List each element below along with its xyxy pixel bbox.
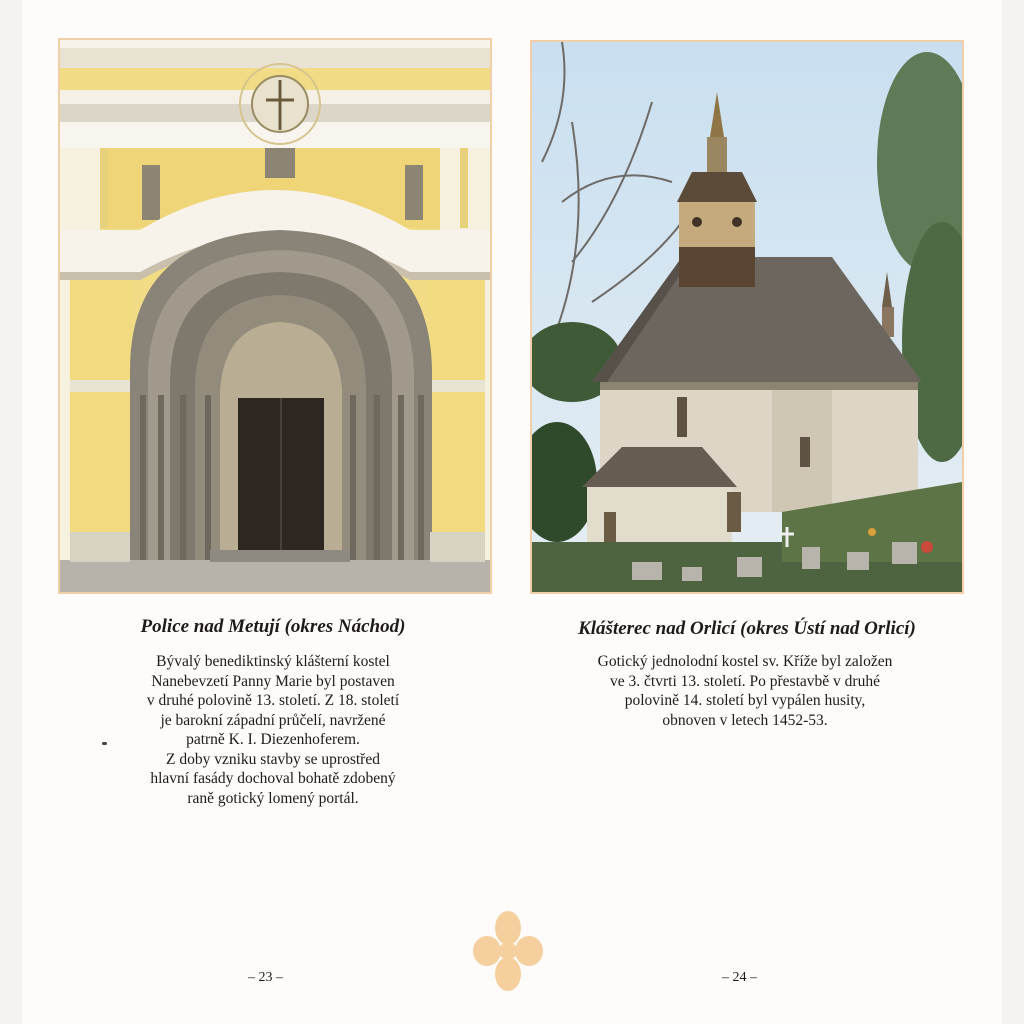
left-caption-line: raně gotický lomený portál. — [187, 789, 359, 807]
quatrefoil-icon — [472, 908, 544, 994]
church-portal-photo — [60, 40, 490, 592]
left-caption-line: Nanebevzetí Panny Marie byl postaven — [151, 672, 395, 690]
right-caption-line: obnoven v letech 1452-53. — [662, 711, 828, 729]
wooden-church-photo — [532, 42, 962, 592]
left-caption-text — [62, 652, 484, 808]
book-spread — [22, 0, 1002, 1024]
left-caption-title: Police nad Metují (okres Náchod) — [140, 616, 406, 637]
right-caption-line: Gotický jednolodní kostel sv. Kříže byl založen — [597, 653, 893, 670]
right-caption-line: ve 3. čtvrti 13. století. Po přestavbě v druhé — [610, 672, 880, 690]
left-caption-line: patrně K. I. Diezenhoferem. — [186, 731, 360, 748]
right-photo — [530, 40, 964, 594]
page-number-left: – 23 – — [248, 970, 283, 985]
left-caption-line: Z doby vzniku stavby se uprostřed — [166, 750, 380, 768]
right-caption-title: Klášterec nad Orlicí (okres Ústí nad Orlicí) — [578, 618, 916, 639]
left-caption-line: v druhé polovině 13. století. Z 18. století — [146, 692, 400, 709]
left-caption-line: je barokní západní průčelí, navržené — [160, 711, 386, 729]
right-caption-text — [522, 652, 968, 730]
page-number-right: – 24 – — [722, 970, 757, 985]
right-caption-line: polovině 14. století byl vypálen husity, — [624, 692, 866, 709]
left-caption-line: Bývalý benediktinský klášterní kostel — [156, 653, 390, 670]
bullet-mark — [102, 742, 107, 745]
left-photo — [58, 38, 492, 594]
left-caption-line: hlavní fasády dochoval bohatě zdobený — [150, 770, 396, 787]
